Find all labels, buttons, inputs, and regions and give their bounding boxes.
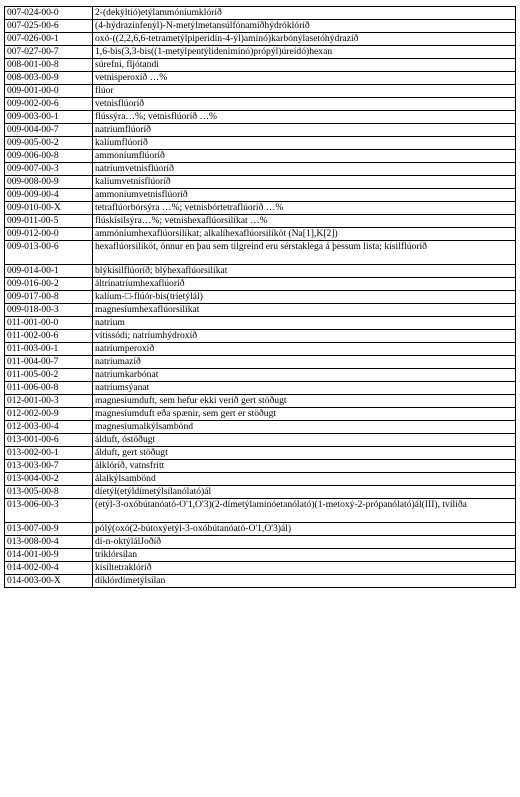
index-number-cell: 009-008-00-9 [5, 176, 93, 189]
substance-name-cell: ammoníumvetnisflúoríð [93, 189, 516, 202]
substance-name-cell: natríumvetnisflúoríð [93, 163, 516, 176]
table-row [5, 343, 516, 356]
table-row [5, 189, 516, 202]
substance-name-cell: vetnisperoxíð …% [93, 72, 516, 85]
index-number-cell: 013-004-00-2 [5, 473, 93, 486]
table-row [5, 46, 516, 59]
table-row [5, 486, 516, 499]
index-number-cell: 009-017-00-8 [5, 291, 93, 304]
substance-name-cell: ammoníumflúoríð [93, 150, 516, 163]
index-number-cell: 014-003-00-X [5, 575, 93, 588]
table-row [5, 137, 516, 150]
index-number-cell: 009-002-00-6 [5, 98, 93, 111]
table-row [5, 447, 516, 460]
substance-name-cell: flúskísilsýra…%; vetnishexaflúorsilíkat …% [93, 215, 516, 228]
substance-name-cell: oxó-((2,2,6,6-tetrametýlpiperidín-4-ýl)amínó)karbónýlasetóhýdrazíð [93, 33, 516, 46]
substance-name-cell: ammóníumhexaflúorsilíkat; alkalíhexaflúorsilíköt (Na[1],K[2]) [93, 228, 516, 241]
substance-name-cell: kalíum-□-flúór-bis(tríetýlál) [93, 291, 516, 304]
substance-name-cell: díetýl(etýldímetýlsílanólató)ál [93, 486, 516, 499]
table-row [5, 382, 516, 395]
substance-name-cell: (etýl-3-oxóbútanóató-O'1,O'3)(2-dímetýlamínóetanólató)(1-metoxý-2-própanólató)ál(III), tvíliða [93, 499, 516, 523]
substance-name-cell: magnesíumhexaflúorsilíkat [93, 304, 516, 317]
table-row [5, 421, 516, 434]
substance-name-cell: dí-n-oktýlálJoðíð [93, 536, 516, 549]
substance-table-body [5, 7, 516, 588]
table-row [5, 317, 516, 330]
index-number-cell: 009-005-00-2 [5, 137, 93, 150]
substance-name-cell: magnesíumalkýlsambönd [93, 421, 516, 434]
substance-name-cell: natríumkarbónat [93, 369, 516, 382]
index-number-cell: 014-002-00-4 [5, 562, 93, 575]
substance-name-cell: flúor [93, 85, 516, 98]
substance-name-cell: 1,6-bis(3,3-bis((1-metýlpentýlidenimínó)própýl)úreídó)hexan [93, 46, 516, 59]
index-number-cell: 009-016-00-2 [5, 278, 93, 291]
substance-name-cell: natríumazíð [93, 356, 516, 369]
substance-name-cell: magnesíumduft eða spænir, sem gert er stöðugt [93, 408, 516, 421]
table-row [5, 304, 516, 317]
substance-name-cell: blýkísilflúoríð; blýhexaflúorsilíkat [93, 265, 516, 278]
index-number-cell: 008-003-00-9 [5, 72, 93, 85]
index-number-cell: 012-003-00-4 [5, 421, 93, 434]
substance-name-cell: kísiltetraklóríð [93, 562, 516, 575]
index-number-cell: 011-006-00-8 [5, 382, 93, 395]
index-number-cell: 009-012-00-0 [5, 228, 93, 241]
index-number-cell: 009-011-00-5 [5, 215, 93, 228]
index-number-cell: 011-004-00-7 [5, 356, 93, 369]
index-number-cell: 013-002-00-1 [5, 447, 93, 460]
table-row [5, 72, 516, 85]
substance-name-cell: natríumflúoríð [93, 124, 516, 137]
table-row [5, 575, 516, 588]
index-number-cell: 009-001-00-0 [5, 85, 93, 98]
table-row [5, 434, 516, 447]
table-row [5, 330, 516, 343]
index-number-cell: 012-002-00-9 [5, 408, 93, 421]
index-number-cell: 011-003-00-1 [5, 343, 93, 356]
index-number-cell: 009-018-00-3 [5, 304, 93, 317]
index-number-cell: 013-001-00-6 [5, 434, 93, 447]
substance-name-cell: flússýra…%; vetnisflúoríð …% [93, 111, 516, 124]
table-row [5, 408, 516, 421]
table-row [5, 124, 516, 137]
table-row [5, 278, 516, 291]
substance-name-cell: hexaflúorsilíköt, önnur en þau sem tilgreind eru sérstaklega á þessum lista; kísilflúoríð [93, 241, 516, 265]
table-row [5, 150, 516, 163]
substance-name-cell: (4-hýdrazínfenýl)-N-metýlmetansúlfónamíðhýdróklóríð [93, 20, 516, 33]
index-number-cell: 013-003-00-7 [5, 460, 93, 473]
index-number-cell: 009-014-00-1 [5, 265, 93, 278]
substance-name-cell: álklóríð, vatnsfrítt [93, 460, 516, 473]
substance-name-cell: kalíumvetnisflúoríð [93, 176, 516, 189]
table-row [5, 98, 516, 111]
table-row [5, 369, 516, 382]
table-row [5, 215, 516, 228]
index-number-cell: 013-007-00-9 [5, 523, 93, 536]
index-number-cell: 013-005-00-8 [5, 486, 93, 499]
substance-name-cell: díklórdímetýlsílan [93, 575, 516, 588]
table-row [5, 228, 516, 241]
table-row [5, 499, 516, 523]
substance-name-cell: súrefni, fljótandi [93, 59, 516, 72]
table-row [5, 460, 516, 473]
substance-name-cell: tetraflúorbórsýra …%; vetnisbórtetraflúoríð …% [93, 202, 516, 215]
table-row [5, 549, 516, 562]
index-number-cell: 013-006-00-3 [5, 499, 93, 523]
substance-name-cell: álduft, gert stöðugt [93, 447, 516, 460]
substance-name-cell: natríumperoxíð [93, 343, 516, 356]
table-row [5, 59, 516, 72]
table-row [5, 356, 516, 369]
table-row [5, 536, 516, 549]
index-number-cell: 009-009-00-4 [5, 189, 93, 202]
index-number-cell: 009-010-00-X [5, 202, 93, 215]
table-row [5, 111, 516, 124]
table-row [5, 20, 516, 33]
substance-table [4, 6, 516, 588]
table-row [5, 33, 516, 46]
index-number-cell: 009-003-00-1 [5, 111, 93, 124]
substance-name-cell: natríum [93, 317, 516, 330]
substance-name-cell: 2-(dekýltíó)etýlammóníumklóríð [93, 7, 516, 20]
table-row [5, 7, 516, 20]
index-number-cell: 009-013-00-6 [5, 241, 93, 265]
index-number-cell: 011-002-00-6 [5, 330, 93, 343]
substance-name-cell: áltrínatríumhexaflúoríð [93, 278, 516, 291]
substance-name-cell: kalíumflúoríð [93, 137, 516, 150]
table-row [5, 163, 516, 176]
substance-name-cell: pólý(oxó(2-bútoxýetýl-3-oxóbútanóató-O'1,O'3)ál) [93, 523, 516, 536]
table-row [5, 395, 516, 408]
substance-name-cell: álalkýlsambönd [93, 473, 516, 486]
index-number-cell: 011-005-00-2 [5, 369, 93, 382]
index-number-cell: 009-006-00-8 [5, 150, 93, 163]
index-number-cell: 007-024-00-0 [5, 7, 93, 20]
table-row [5, 473, 516, 486]
table-row [5, 523, 516, 536]
index-number-cell: 011-001-00-0 [5, 317, 93, 330]
substance-name-cell: tríklórsílan [93, 549, 516, 562]
index-number-cell: 013-008-00-4 [5, 536, 93, 549]
table-row [5, 241, 516, 265]
substance-name-cell: vítissódi; natríumhýdroxíð [93, 330, 516, 343]
substance-name-cell: natríumsýanat [93, 382, 516, 395]
substance-name-cell: magnesíumduft, sem hefur ekki verið gert stöðugt [93, 395, 516, 408]
index-number-cell: 009-007-00-3 [5, 163, 93, 176]
table-row [5, 265, 516, 278]
table-row [5, 202, 516, 215]
table-row [5, 85, 516, 98]
index-number-cell: 007-026-00-1 [5, 33, 93, 46]
index-number-cell: 008-001-00-8 [5, 59, 93, 72]
index-number-cell: 012-001-00-3 [5, 395, 93, 408]
index-number-cell: 007-025-00-6 [5, 20, 93, 33]
index-number-cell: 014-001-00-9 [5, 549, 93, 562]
index-number-cell: 009-004-00-7 [5, 124, 93, 137]
substance-name-cell: álduft, óstöðugt [93, 434, 516, 447]
substance-name-cell: vetnisflúoríð [93, 98, 516, 111]
table-row [5, 562, 516, 575]
table-row [5, 291, 516, 304]
index-number-cell: 007-027-00-7 [5, 46, 93, 59]
table-row [5, 176, 516, 189]
